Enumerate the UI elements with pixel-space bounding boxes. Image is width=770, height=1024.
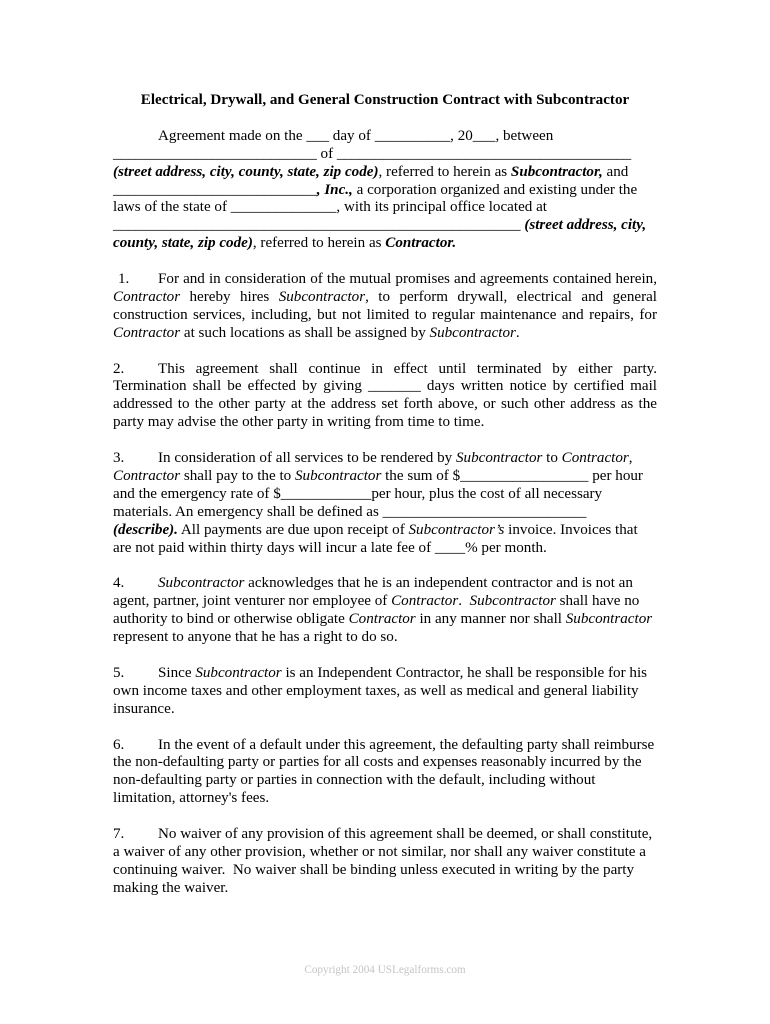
- clause-line: [113, 665, 657, 683]
- clause-line: [113, 504, 657, 522]
- text-run: , referred to herein as: [252, 235, 386, 252]
- italic-term: Contractor: [113, 467, 181, 484]
- clause-number: 4.: [113, 575, 125, 592]
- text-run: party may advise the other party in writing from time to time.: [113, 414, 485, 431]
- clause-line: [113, 844, 657, 862]
- italic-term: Contractor: [113, 288, 181, 305]
- clause-6: [113, 737, 657, 809]
- clause-number: 3.: [113, 450, 125, 467]
- clause-line: [113, 378, 657, 396]
- text-run: No waiver of any provision of this agreement shall be deemed, or shall constitute,: [158, 826, 653, 843]
- clause-line: [113, 826, 657, 844]
- italic-term: Subcontractor’s: [408, 521, 505, 538]
- clause-line: [113, 540, 657, 558]
- text-run: All payments are due upon receipt of: [177, 521, 409, 538]
- text-run: authority to bind or otherwise obligate: [113, 611, 349, 628]
- clause-line: [113, 575, 657, 593]
- text-run: , referred to herein as: [378, 163, 511, 180]
- clause-5: [113, 665, 657, 719]
- clause-number: 1.: [118, 271, 130, 288]
- clause-1: [113, 271, 657, 343]
- text-run: In consideration of all services to be rendered by: [158, 450, 456, 467]
- text-run: a corporation organized and existing under the: [352, 181, 638, 198]
- text-run: and: [602, 163, 629, 180]
- clause-line: [113, 486, 657, 504]
- clause-line: [113, 325, 657, 343]
- clause-line: [113, 307, 657, 325]
- italic-term: Subcontractor: [294, 467, 382, 484]
- text-run: a waiver of any other provision, whether or not similar, nor shall any waiver constitute a: [113, 843, 646, 860]
- text-run: acknowledges that he is an independent contractor and is not an: [244, 575, 633, 592]
- copyright-footer: Copyright 2004 USLegalforms.com: [304, 964, 466, 976]
- text-run: invoice. Invoices that: [504, 521, 638, 538]
- clause-line: [113, 754, 657, 772]
- clause-line: [113, 737, 657, 755]
- text-run: Since: [158, 664, 196, 681]
- clause-line: [113, 289, 657, 307]
- text-run: and the emergency rate of $____________per hour, plus the cost of all necessary: [113, 485, 603, 502]
- clause-3: [113, 450, 657, 557]
- text-run: addressed to the other party at the address set forth above, or such other address as the: [113, 396, 657, 413]
- clause-line: [113, 361, 657, 379]
- clause-number: 6.: [113, 736, 125, 753]
- clause-line: [113, 593, 657, 611]
- intro-line: [113, 217, 657, 235]
- clause-line: [113, 790, 657, 808]
- text-run: shall have no: [555, 593, 640, 610]
- intro-line: [113, 146, 657, 164]
- intro-line: [113, 182, 657, 200]
- italic-term: Subcontractor: [195, 664, 282, 681]
- text-run: the non-defaulting party or parties for all costs and expenses reasonably incurred by the: [113, 754, 642, 771]
- clause-number: 7.: [113, 826, 125, 843]
- clause-number: 5.: [113, 664, 125, 681]
- intro-line: [113, 128, 657, 146]
- document-body: [113, 92, 657, 916]
- agreement-intro: [113, 128, 657, 253]
- clause-line: [113, 414, 657, 432]
- italic-term: Subcontractor: [565, 611, 653, 628]
- intro-line: [113, 164, 657, 182]
- text-run: at such locations as shall be assigned by: [180, 324, 430, 341]
- text-run: .: [458, 593, 470, 610]
- text-run: own income taxes and other employment taxes, as well as medical and general liability: [113, 682, 639, 699]
- text-run: is an Independent Contractor, he shall be responsible for his: [281, 664, 648, 681]
- bold-italic-text: (street address, city, county, state, zip code): [113, 163, 379, 180]
- clause-line: [113, 450, 657, 468]
- italic-term: Subcontractor: [429, 324, 516, 341]
- text-run: ___________________________: [113, 181, 317, 198]
- italic-term: Contractor: [391, 593, 459, 610]
- text-run: represent to anyone that he has a right to do so.: [113, 629, 398, 646]
- text-run: making the waiver.: [113, 879, 229, 896]
- clause-line: [113, 862, 657, 880]
- clause-line: [113, 522, 657, 540]
- text-run: , to perform drywall, electrical and general: [365, 288, 657, 305]
- clause-number: 2.: [113, 360, 125, 377]
- text-run: ,: [628, 450, 633, 467]
- clause-line: [113, 772, 657, 790]
- text-run: This agreement shall continue in effect until terminated by either party.: [158, 360, 657, 377]
- text-run: laws of the state of ______________, with its principal office located at: [113, 199, 547, 216]
- bold-italic-text: (street address, city,: [524, 217, 647, 234]
- bold-italic-text: (describe).: [113, 521, 178, 538]
- text-run: Termination shall be effected by giving _______ days written notice by certified mail: [113, 378, 657, 395]
- italic-term: Contractor: [113, 324, 181, 341]
- bold-italic-text: , Inc.,: [316, 181, 353, 198]
- text-run: agent, partner, joint venturer nor employee of: [113, 593, 392, 610]
- text-run: in any manner nor shall: [415, 611, 566, 628]
- clause-7: [113, 826, 657, 898]
- text-run: Agreement made on the ___ day of __________, 20___, between: [158, 127, 554, 144]
- text-run: For and in consideration of the mutual promises and agreements contained herein,: [158, 271, 657, 288]
- text-run: to: [542, 450, 562, 467]
- text-run: are not paid within thirty days will incur a late fee of ____% per month.: [113, 539, 547, 556]
- italic-term: Contractor: [561, 450, 629, 467]
- clause-line: [113, 683, 657, 701]
- text-run: ___________________________ of _______________________________________: [113, 145, 632, 162]
- clause-line: [113, 880, 657, 898]
- bold-italic-text: Contractor.: [385, 235, 457, 252]
- text-run: construction services, including, but not limited to regular maintenance and repairs, for: [113, 306, 657, 323]
- italic-term: Subcontractor: [469, 593, 556, 610]
- italic-term: Subcontractor: [278, 288, 366, 305]
- italic-term: Subcontractor: [158, 575, 245, 592]
- italic-term: Contractor: [348, 611, 416, 628]
- text-run: ______________________________________________________: [113, 217, 525, 234]
- text-run: .: [515, 324, 520, 341]
- clause-line: [113, 271, 657, 289]
- clause-line: [113, 701, 657, 719]
- italic-term: Subcontractor: [456, 450, 543, 467]
- clause-line: [113, 611, 657, 629]
- bold-italic-text: county, state, zip code): [113, 235, 253, 252]
- text-run: materials. An emergency shall be defined as ___________________________: [113, 503, 587, 520]
- text-run: shall pay to the to: [180, 467, 295, 484]
- clause-2: [113, 361, 657, 433]
- text-run: limitation, attorney's fees.: [113, 790, 270, 807]
- clause-line: [113, 396, 657, 414]
- intro-line: [113, 235, 657, 253]
- text-run: insurance.: [113, 700, 175, 717]
- text-run: hereby hires: [180, 288, 279, 305]
- clause-line: [113, 629, 657, 647]
- clause-line: [113, 468, 657, 486]
- text-run: the sum of $_________________ per hour: [381, 467, 643, 484]
- text-run: non-defaulting party or parties in connection with the default, including without: [113, 772, 596, 789]
- text-run: In the event of a default under this agreement, the defaulting party shall reimburse: [158, 736, 655, 753]
- intro-line: [113, 199, 657, 217]
- bold-italic-text: Subcontractor,: [510, 163, 603, 180]
- document-title: Electrical, Drywall, and General Construction Contract with Subcontractor: [140, 92, 630, 108]
- clause-4: [113, 575, 657, 647]
- text-run: continuing waiver. No waiver shall be binding unless executed in writing by the party: [113, 861, 635, 878]
